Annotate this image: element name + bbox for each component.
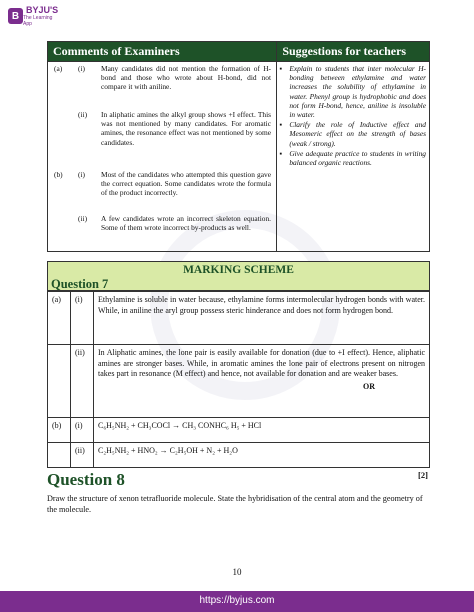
comment-label-ii-b: (ii) — [78, 214, 88, 223]
page-number: 10 — [232, 567, 242, 577]
suggestion-text: Explain to students that inter molecular H-bonding between ethylamine and water increases the solubility of ethylamine in water. Phenyl group is hydrophobic and does not form H-bond, hence, aniline is insoluble in water. — [289, 64, 426, 120]
sub-i-label: (i) — [71, 292, 94, 345]
question-8-heading: Question 8 — [47, 470, 125, 489]
answer-b-i: C₆H₅NH₂ + CH₃COCl → CH₃ CONHC₆ H₅ + HCl — [94, 418, 430, 443]
answer-a-ii: In Aliphatic amines, the lone pair is easily available for donation (due to +I effect). Hence, aliphatic amines are stronger bases. While, in aromatic amines the lone pair of electrons present on nitrogen takes part in resonance (M effect) and hence, not available for donation and are weaker bases. — [98, 348, 425, 378]
comments-cell — [48, 62, 277, 252]
answer-a-ii-cell — [94, 345, 430, 418]
comment-b-ii: A few candidates wrote an incorrect skeleton equation. Some of them wrote incorrect by-products as well. — [101, 214, 271, 233]
logo-tagline: The Learning App — [23, 14, 53, 27]
logo-mark: B — [8, 8, 23, 24]
footer-bar — [0, 591, 474, 612]
bullet-icon: ▪ — [279, 64, 282, 73]
answer-a-i: Ethylamine is soluble in water because, ethylamine forms intermolecular hydrogen bonds with water. While, in aniline the aryl group possess steric hinderance and does not form hydrogen bond. — [94, 292, 430, 345]
sub-i-label-b: (i) — [71, 418, 94, 443]
bullet-icon: ▪ — [279, 120, 282, 130]
marking-scheme-title: MARKING SCHEME — [183, 264, 294, 276]
suggestion-item — [279, 120, 426, 148]
suggestion-item — [279, 149, 426, 167]
comment-b-i: Most of the candidates who attempted this question gave the correct equation. Some candidates wrote the formula of the product incorrectly. — [101, 170, 271, 198]
examiner-comments-table — [47, 41, 430, 252]
suggestion-text: Clarify the role of Inductive effect and Mesomeric effect on the strength of bases (weak / strong). — [289, 120, 426, 148]
sub-ii-label-b: (ii) — [71, 443, 94, 468]
comment-a-i: Many candidates did not mention the formation of H-bond and those who wrote about H-bond, did not compare it with aniline. — [101, 64, 271, 92]
empty-cell — [48, 443, 71, 468]
suggestion-text: Give adequate practice to students in writing balanced organic reactions. — [289, 148, 426, 168]
comment-a-ii: In aliphatic amines the alkyl group shows +I effect. This was not mentioned by many candidates. For aromatic amines, the resonance effect was not mentioned by some candidates. — [101, 110, 271, 147]
comment-label-a: (a) — [54, 64, 63, 73]
suggestions-header: Suggestions for teachers — [277, 42, 430, 62]
question-7-heading: Question 7 — [51, 277, 109, 291]
comment-label-i-b: (i) — [78, 170, 85, 179]
comment-label-i: (i) — [78, 64, 85, 73]
comment-label-ii: (ii) — [78, 110, 88, 119]
suggestion-item — [279, 64, 426, 119]
comment-label-b: (b) — [54, 170, 63, 179]
marking-scheme-table — [47, 291, 430, 468]
logo-name: BYJU'S — [26, 4, 59, 15]
question-8-marks: [2] — [418, 470, 428, 480]
marking-scheme-banner — [47, 261, 430, 291]
sub-ii-label: (ii) — [71, 345, 94, 418]
or-separator: OR — [363, 381, 375, 391]
footer-link[interactable]: https://byjus.com — [199, 595, 275, 606]
byjus-logo — [8, 6, 60, 26]
part-b-label: (b) — [48, 418, 71, 443]
suggestions-cell — [277, 62, 430, 252]
bullet-icon: ▪ — [279, 148, 282, 158]
part-a-label: (a) — [48, 292, 71, 345]
comments-header: Comments of Examiners — [48, 42, 277, 62]
question-8-text: Draw the structure of xenon tetrafluoride molecule. State the hybridisation of the central atom and the geometry of the molecule. — [47, 494, 423, 514]
answer-b-ii: C₂H₅NH₂ + HNO₂ → C₂H₅OH + N₂ + H₂O — [94, 443, 430, 468]
empty-cell — [48, 345, 71, 418]
